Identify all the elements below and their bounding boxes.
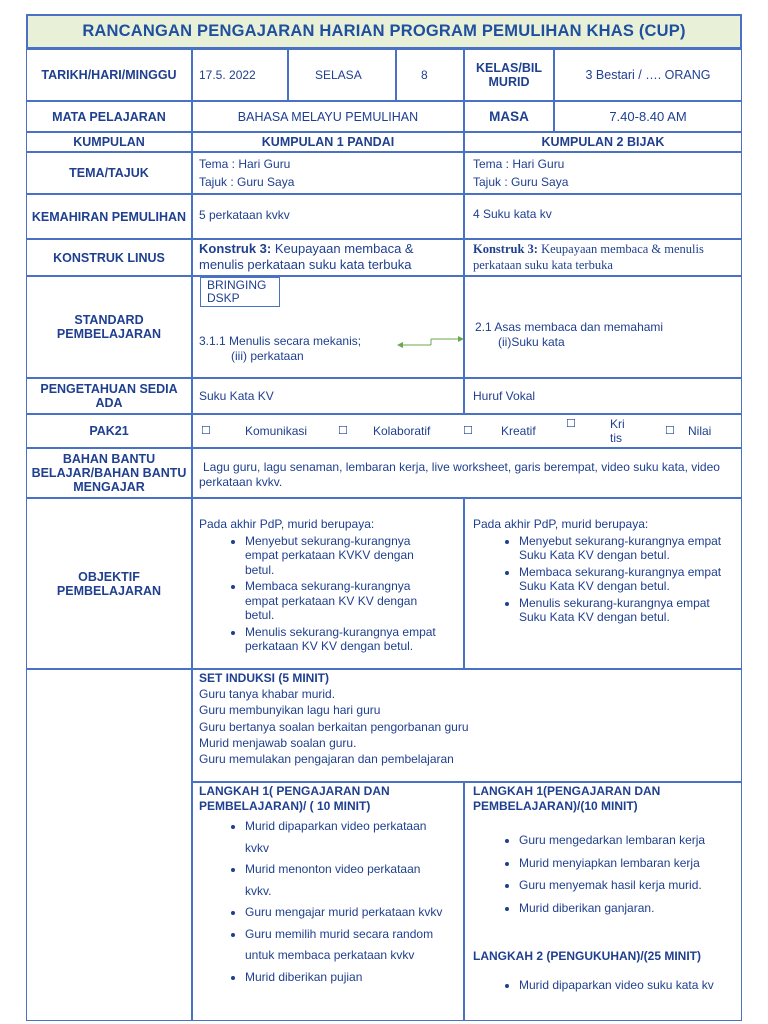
bahan-value: Lagu guru, lagu senaman, lembaran kerja, live worksheet, garis berempat, video suku kata, video perkataan kvkv.: [192, 448, 742, 498]
group1-objektif: [192, 498, 464, 669]
bringing-dskp-box: [200, 277, 280, 307]
group2-objektif-list: [473, 534, 733, 625]
day-value: SELASA: [288, 49, 396, 101]
date-value: 17.5. 2022: [192, 49, 288, 101]
group1-heading: KUMPULAN 1 PANDAI: [192, 132, 464, 152]
group1-tajuk: Tajuk : Guru Saya: [199, 175, 295, 189]
list-item: • Guru menyemak hasil kerja murid.: [519, 874, 733, 897]
checkbox-komunikasi[interactable]: ☐: [201, 425, 211, 437]
group2-langkah-heading2: PEMBELAJARAN)/(10 MINIT): [473, 799, 638, 813]
checkbox-nilai[interactable]: ☐: [665, 425, 675, 437]
checkbox-kreatif[interactable]: ☐: [463, 425, 473, 437]
group1-langkah-heading2: PEMBELAJARAN)/ ( 10 MINIT): [199, 799, 371, 813]
group2-tema-cell: [464, 152, 742, 194]
label-pengetahuan: PENGETAHUAN SEDIA ADA: [26, 378, 192, 414]
group1-objektif-list: [199, 534, 457, 654]
list-item: • Menyebut sekurang-kurangnya empat Suku Kata KV dengan betul.: [519, 534, 729, 563]
label-tarikh: TARIKH/HARI/MINGGU: [26, 49, 192, 101]
list-item: • Murid dipaparkan video perkataan kvkv: [245, 816, 449, 859]
list-item: • Murid menonton video perkataan kvkv.: [245, 859, 449, 902]
list-item: • Membaca sekurang-kurangnya empat perkataan KV KV dengan betul.: [245, 579, 443, 623]
group1-konstruk: [192, 239, 464, 276]
set-induksi-line: Guru memulakan pengajaran dan pembelajaran: [199, 752, 454, 767]
set-induksi-line: Guru bertanya soalan berkaitan pengorbanan guru: [199, 719, 469, 734]
group2-langkah2-list: [473, 977, 733, 993]
double-arrow-icon: [395, 335, 464, 349]
list-item: • Murid diberikan ganjaran.: [519, 897, 733, 920]
group1-langkah: [192, 782, 464, 1021]
group2-pengetahuan: Huruf Vokal: [464, 378, 742, 414]
label-masa: MASA: [464, 101, 554, 132]
label-konstruk-text: KONSTRUK LINUS: [53, 250, 165, 265]
group1-konstruk-text: Keupayaan membaca & menulis perkataan suku kata terbuka: [199, 241, 414, 272]
group2-konstruk-text: Keupayaan membaca & menulis perkataan suku kata terbuka: [473, 242, 704, 272]
group2-kemahiran: 4 Suku kata kv: [464, 194, 742, 239]
group2-heading: KUMPULAN 2 BIJAK: [464, 132, 742, 152]
document-title: RANCANGAN PENGAJARAN HARIAN PROGRAM PEMULIHAN KHAS (CUP): [26, 14, 742, 49]
group2-standard: [464, 276, 742, 378]
list-item: • Menyebut sekurang-kurangnya empat perkataan KVKV dengan betul.: [245, 534, 443, 578]
bringing-label: BRINGING: [207, 278, 267, 292]
list-item: • Murid menyiapkan lembaran kerja: [519, 852, 733, 875]
week-value: 8: [396, 49, 464, 101]
group2-langkah-list: [473, 829, 733, 919]
list-item: • Guru mengajar murid perkataan kvkv: [245, 902, 449, 924]
set-induksi-line: Guru membunyikan lagu hari guru: [199, 703, 381, 718]
group2-langkah: [464, 782, 742, 1021]
group2-standard-line1: 2.1 Asas membaca dan memahami: [475, 320, 664, 334]
checkbox-kolaboratif[interactable]: ☐: [338, 425, 348, 437]
group2-langkah-heading1: LANGKAH 1(PENGAJARAN DAN: [473, 784, 661, 798]
label-mata-pelajaran: MATA PELAJARAN: [26, 101, 192, 132]
group2-tajuk: Tajuk : Guru Saya: [473, 175, 569, 189]
pak21-nilai: Nilai: [688, 424, 712, 438]
dskp-label: DSKP: [207, 291, 240, 305]
group2-konstruk-bold: Konstruk 3:: [473, 242, 538, 256]
pak21-kritis-part1: Kri: [610, 417, 625, 431]
group1-kemahiran: 5 perkataan kvkv: [192, 194, 464, 239]
group2-objektif-intro: Pada akhir PdP, murid berupaya:: [473, 517, 649, 531]
label-tema: TEMA/TAJUK: [26, 152, 192, 194]
label-pak21: PAK21: [26, 414, 192, 448]
group2-konstruk: [464, 239, 742, 276]
group1-tema: Tema : Hari Guru: [199, 157, 291, 171]
pak21-options: [192, 414, 742, 448]
list-item: • Guru memilih murid secara random untuk membaca perkataan kvkv: [245, 924, 449, 967]
kelas-value: 3 Bestari / …. ORANG: [554, 49, 742, 101]
list-item: • Menulis sekurang-kurangnya empat perkataan KV KV dengan betul.: [245, 625, 443, 654]
pak21-kolaboratif: Kolaboratif: [373, 424, 431, 438]
set-induksi-line: Murid menjawab soalan guru.: [199, 735, 357, 750]
masa-value: 7.40-8.40 AM: [554, 101, 742, 132]
list-item: • Murid dipaparkan video suku kata kv: [519, 977, 733, 993]
list-item: • Guru mengedarkan lembaran kerja: [519, 829, 733, 852]
pak21-kritis-part2: tis: [610, 431, 622, 445]
label-bahan: BAHAN BANTU BELAJAR/BAHAN BANTU MENGAJAR: [26, 448, 192, 498]
group1-standard-line1: 3.1.1 Menulis secara mekanis;: [199, 334, 362, 348]
group2-standard-line2: (ii)Suku kata: [498, 335, 565, 349]
list-item: • Membaca sekurang-kurangnya empat Suku Kata KV dengan betul.: [519, 565, 729, 594]
subject-value: BAHASA MELAYU PEMULIHAN: [192, 101, 464, 132]
label-kumpulan: KUMPULAN: [26, 132, 192, 152]
group1-langkah-list: [199, 816, 457, 988]
set-induksi-heading: SET INDUKSI (5 MINIT): [199, 671, 330, 685]
list-item: • Murid diberikan pujian: [245, 967, 449, 989]
group2-langkah2-heading: LANGKAH 2 (PENGUKUHAN)/(25 MINIT): [473, 949, 701, 963]
group1-langkah-heading1: LANGKAH 1( PENGAJARAN DAN: [199, 784, 390, 798]
set-induksi: [192, 669, 742, 782]
group2-objektif: [464, 498, 742, 669]
pak21-kreatif: Kreatif: [501, 424, 536, 438]
group1-tema-cell: [192, 152, 464, 194]
group1-konstruk-bold: Konstruk 3:: [199, 241, 272, 256]
label-kemahiran: KEMAHIRAN PEMULIHAN: [26, 194, 192, 239]
group1-pengetahuan: Suku Kata KV: [192, 378, 464, 414]
group1-objektif-intro: Pada akhir PdP, murid berupaya:: [199, 517, 375, 531]
set-induksi-line: Guru tanya khabar murid.: [199, 687, 336, 702]
label-kelas: KELAS/BIL MURID: [464, 49, 554, 101]
label-standard: STANDARD PEMBELAJARAN: [26, 276, 192, 378]
group2-tema: Tema : Hari Guru: [473, 157, 565, 171]
checkbox-kritis[interactable]: ☐: [566, 418, 576, 430]
list-item: • Menulis sekurang-kurangnya empat Suku Kata KV dengan betul.: [519, 596, 729, 625]
label-konstruk: [26, 239, 192, 276]
activity-label-cell: [26, 669, 192, 1021]
group1-standard-line2: (iii) perkataan: [231, 349, 304, 363]
group1-standard: [192, 276, 464, 378]
label-objektif: OBJEKTIF PEMBELAJARAN: [26, 498, 192, 669]
pak21-komunikasi: Komunikasi: [245, 424, 308, 438]
